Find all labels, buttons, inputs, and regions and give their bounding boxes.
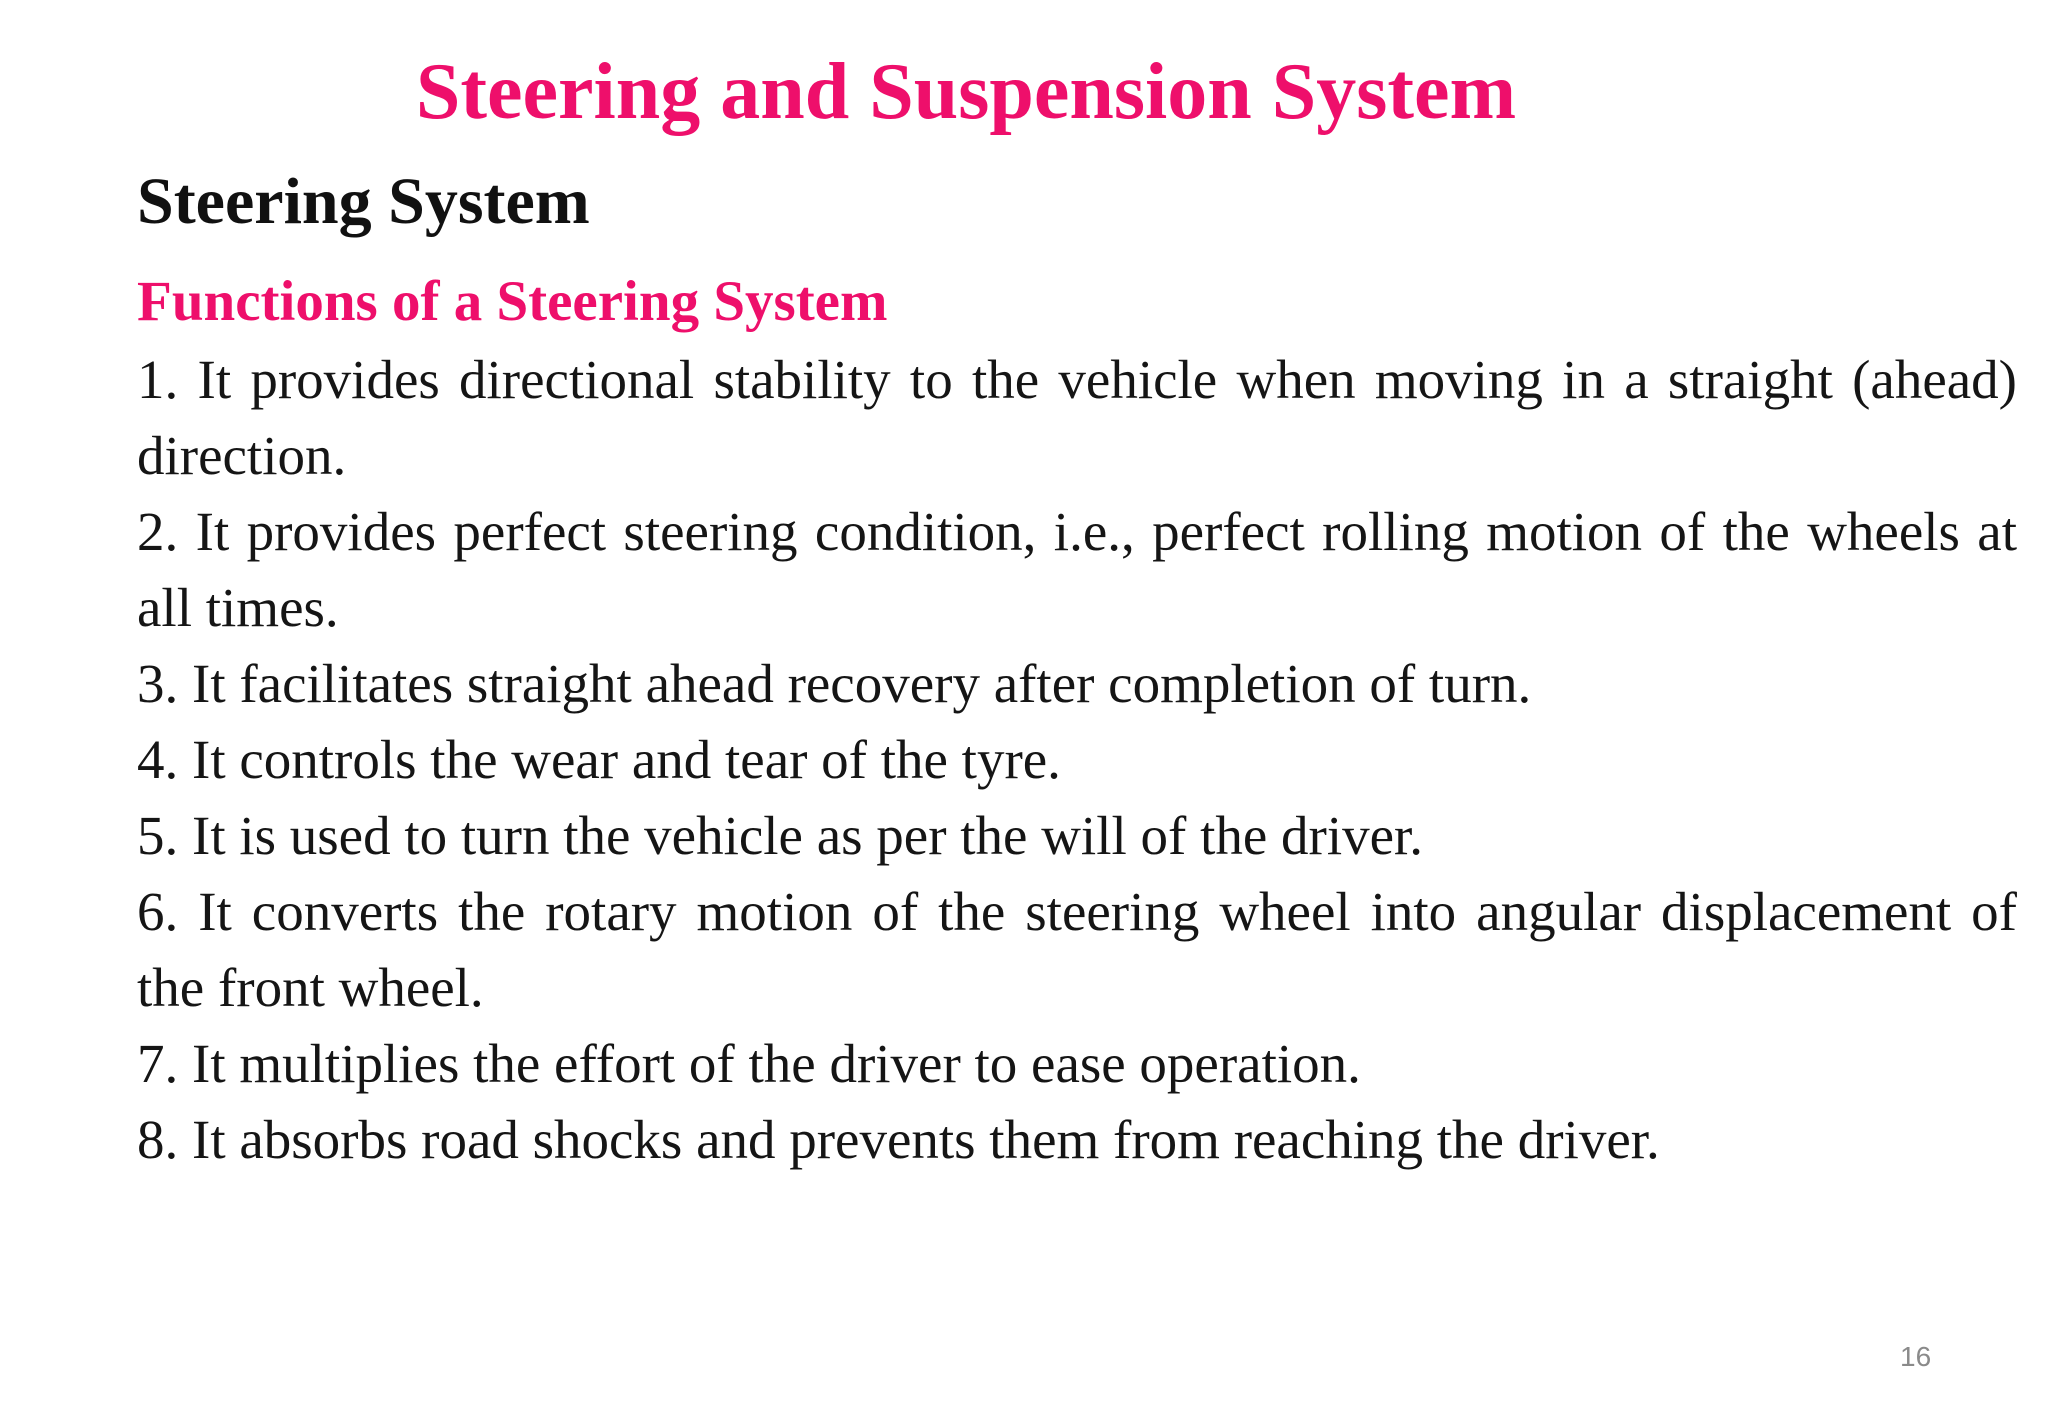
- list-item: 5. It is used to turn the vehicle as per the will of the driver.: [137, 805, 1424, 866]
- list-item: 8. It absorbs road shocks and prevents them from reaching the driver.: [137, 1109, 1660, 1170]
- sub-heading: Functions of a Steering System: [137, 270, 888, 333]
- section-heading: Steering System: [137, 165, 590, 238]
- slide-title: Steering and Suspension System: [415, 48, 1517, 136]
- list-item: 1. It provides directional stability to the vehicle when moving in a straight (ahead) direction.: [137, 349, 2017, 486]
- page-number: 16: [1900, 1341, 1932, 1372]
- functions-list: [137, 342, 2017, 1178]
- list-item: 3. It facilitates straight ahead recovery after completion of turn.: [137, 653, 1532, 714]
- list-item: 2. It provides perfect steering condition, i.e., perfect rolling motion of the wheels at all times.: [137, 501, 2017, 638]
- list-item: 7. It multiplies the effort of the driver to ease operation.: [137, 1033, 1361, 1094]
- list-item: 4. It controls the wear and tear of the tyre.: [137, 729, 1061, 790]
- list-item: 6. It converts the rotary motion of the steering wheel into angular displacement of the front wheel.: [137, 881, 2017, 1018]
